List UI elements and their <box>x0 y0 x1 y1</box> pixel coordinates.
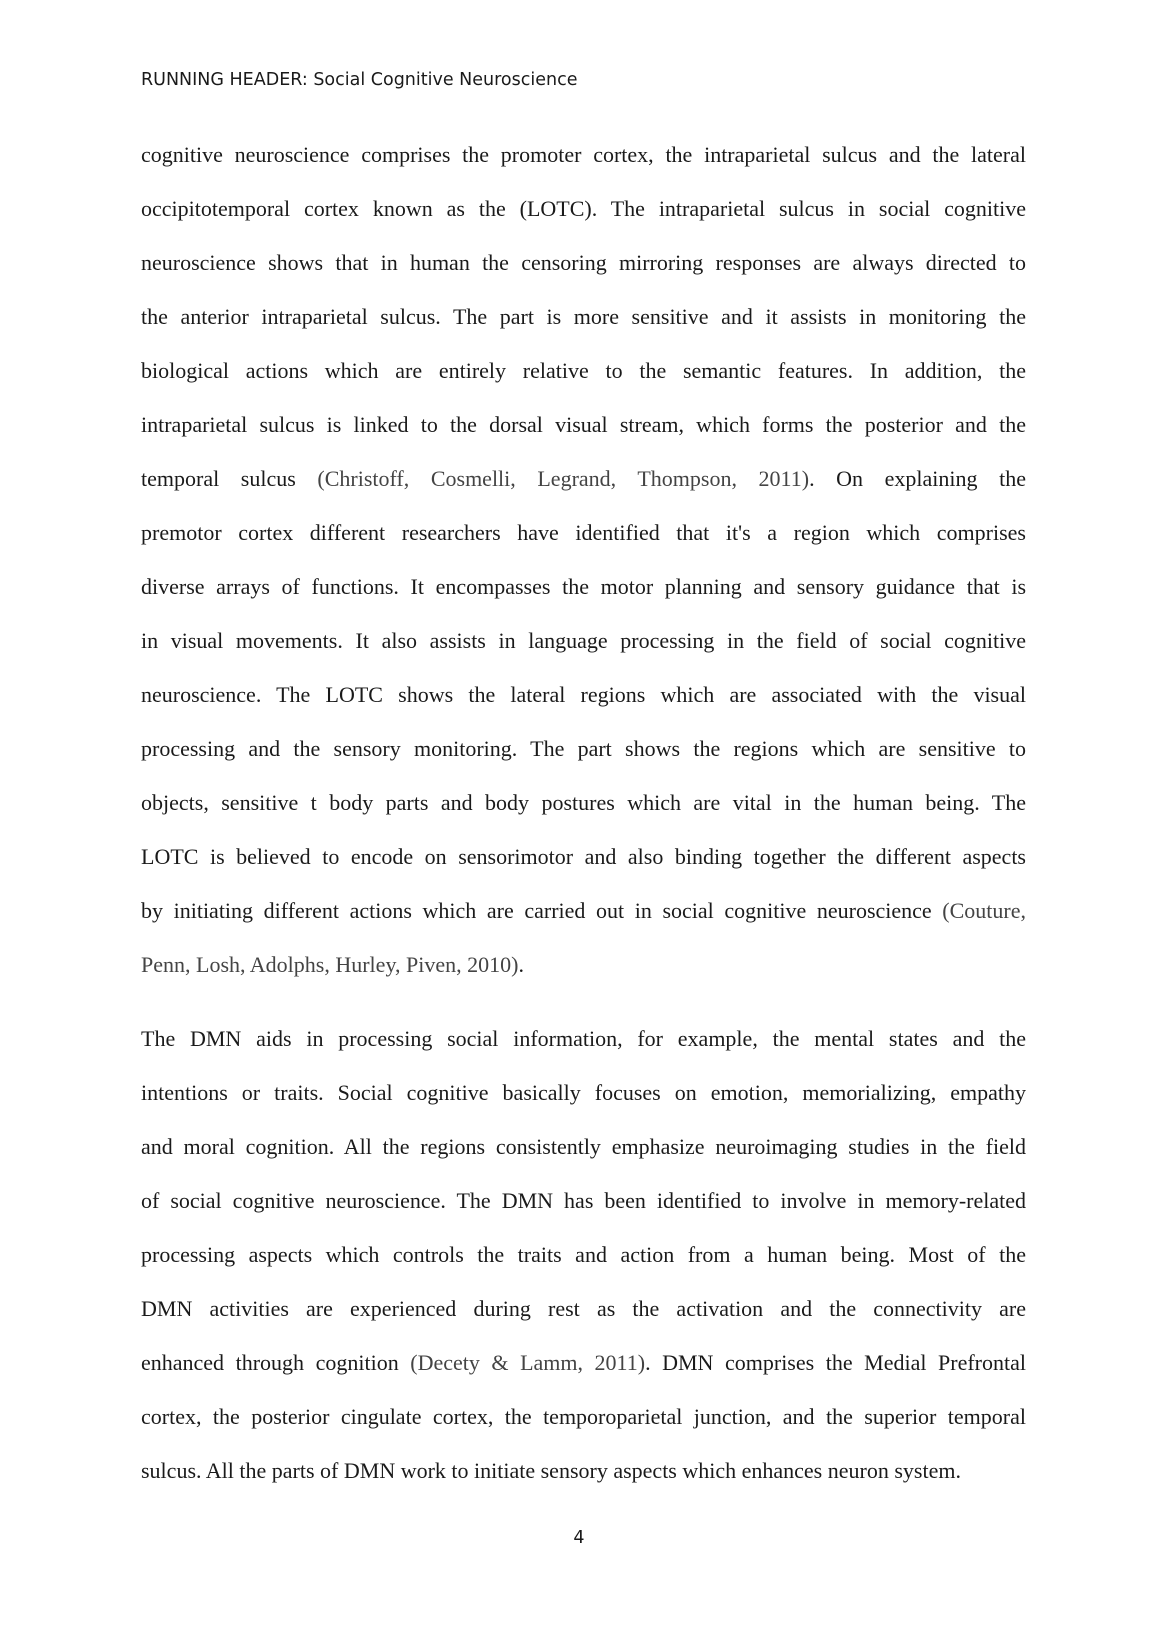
text-run: . On explaining the <box>809 466 1026 491</box>
text-run: The DMN aids in processing social information, for example, the mental states and the <box>141 1026 1026 1051</box>
text-line <box>141 452 1026 506</box>
paragraph-1 <box>141 128 1026 992</box>
page-number: 4 <box>573 1528 585 1548</box>
text-line <box>141 776 1026 830</box>
text-run: occipitotemporal cortex known as the (LOTC). The intraparietal sulcus in social cognitive <box>141 196 1026 221</box>
text-run: of social cognitive neuroscience. The DMN has been identified to involve in memory-related <box>141 1188 1026 1213</box>
text-line <box>141 1174 1026 1228</box>
text-line <box>141 1120 1026 1174</box>
text-line <box>141 1012 1026 1066</box>
text-line <box>141 236 1026 290</box>
text-line <box>141 398 1026 452</box>
text-line <box>141 344 1026 398</box>
text-line <box>141 884 1026 938</box>
text-run: and moral cognition. All the regions consistently emphasize neuroimaging studies in the field <box>141 1134 1026 1159</box>
text-run: sulcus. All the parts of DMN work to initiate sensory aspects which enhances neuron system. <box>141 1458 961 1483</box>
text-run: processing and the sensory monitoring. The part shows the regions which are sensitive to <box>141 736 1026 761</box>
citation: (Decety & Lamm, 2011) <box>410 1350 646 1375</box>
text-run: DMN activities are experienced during rest as the activation and the connectivity are <box>141 1296 1026 1321</box>
text-line <box>141 1336 1026 1390</box>
citation: (Couture, <box>942 898 1026 923</box>
text-line <box>141 830 1026 884</box>
text-line <box>141 560 1026 614</box>
text-run: . <box>518 952 524 977</box>
paragraph-2 <box>141 1012 1026 1498</box>
text-line <box>141 1390 1026 1444</box>
text-line <box>141 722 1026 776</box>
text-run: . DMN comprises the Medial Prefrontal <box>645 1350 1026 1375</box>
text-line <box>141 506 1026 560</box>
text-run: processing aspects which controls the traits and action from a human being. Most of the <box>141 1242 1026 1267</box>
text-run: intentions or traits. Social cognitive basically focuses on emotion, memorializing, empathy <box>141 1080 1026 1105</box>
text-line <box>141 668 1026 722</box>
text-run: neuroscience shows that in human the censoring mirroring responses are always directed to <box>141 250 1026 275</box>
text-run: the anterior intraparietal sulcus. The part is more sensitive and it assists in monitoring the <box>141 304 1026 329</box>
text-run: cortex, the posterior cingulate cortex, the temporoparietal junction, and the superior temporal <box>141 1404 1026 1429</box>
text-run: cognitive neuroscience comprises the promoter cortex, the intraparietal sulcus and the lateral <box>141 142 1026 167</box>
text-run: enhanced through cognition <box>141 1350 411 1375</box>
text-run: neuroscience. The LOTC shows the lateral regions which are associated with the visual <box>141 682 1026 707</box>
text-line <box>141 1066 1026 1120</box>
text-line <box>141 182 1026 236</box>
text-line <box>141 938 1026 992</box>
text-line <box>141 1228 1026 1282</box>
text-line <box>141 128 1026 182</box>
text-line <box>141 1444 1026 1498</box>
text-run: LOTC is believed to encode on sensorimotor and also binding together the different aspects <box>141 844 1026 869</box>
text-run: diverse arrays of functions. It encompasses the motor planning and sensory guidance that is <box>141 574 1026 599</box>
text-run: biological actions which are entirely relative to the semantic features. In addition, the <box>141 358 1026 383</box>
text-line <box>141 290 1026 344</box>
text-run: intraparietal sulcus is linked to the dorsal visual stream, which forms the posterior and the <box>141 412 1026 437</box>
citation: (Christoff, Cosmelli, Legrand, Thompson, 2011) <box>317 466 810 491</box>
text-line <box>141 614 1026 668</box>
citation: Penn, Losh, Adolphs, Hurley, Piven, 2010) <box>141 952 519 977</box>
text-run: objects, sensitive t body parts and body postures which are vital in the human being. The <box>141 790 1026 815</box>
text-run: by initiating different actions which are carried out in social cognitive neuroscience <box>141 898 943 923</box>
text-line <box>141 1282 1026 1336</box>
text-run: temporal sulcus <box>141 466 318 491</box>
text-run: in visual movements. It also assists in language processing in the field of social cognitive <box>141 628 1026 653</box>
text-run: premotor cortex different researchers have identified that it's a region which comprises <box>141 520 1026 545</box>
running-header: RUNNING HEADER: Social Cognitive Neuroscience <box>141 70 578 90</box>
